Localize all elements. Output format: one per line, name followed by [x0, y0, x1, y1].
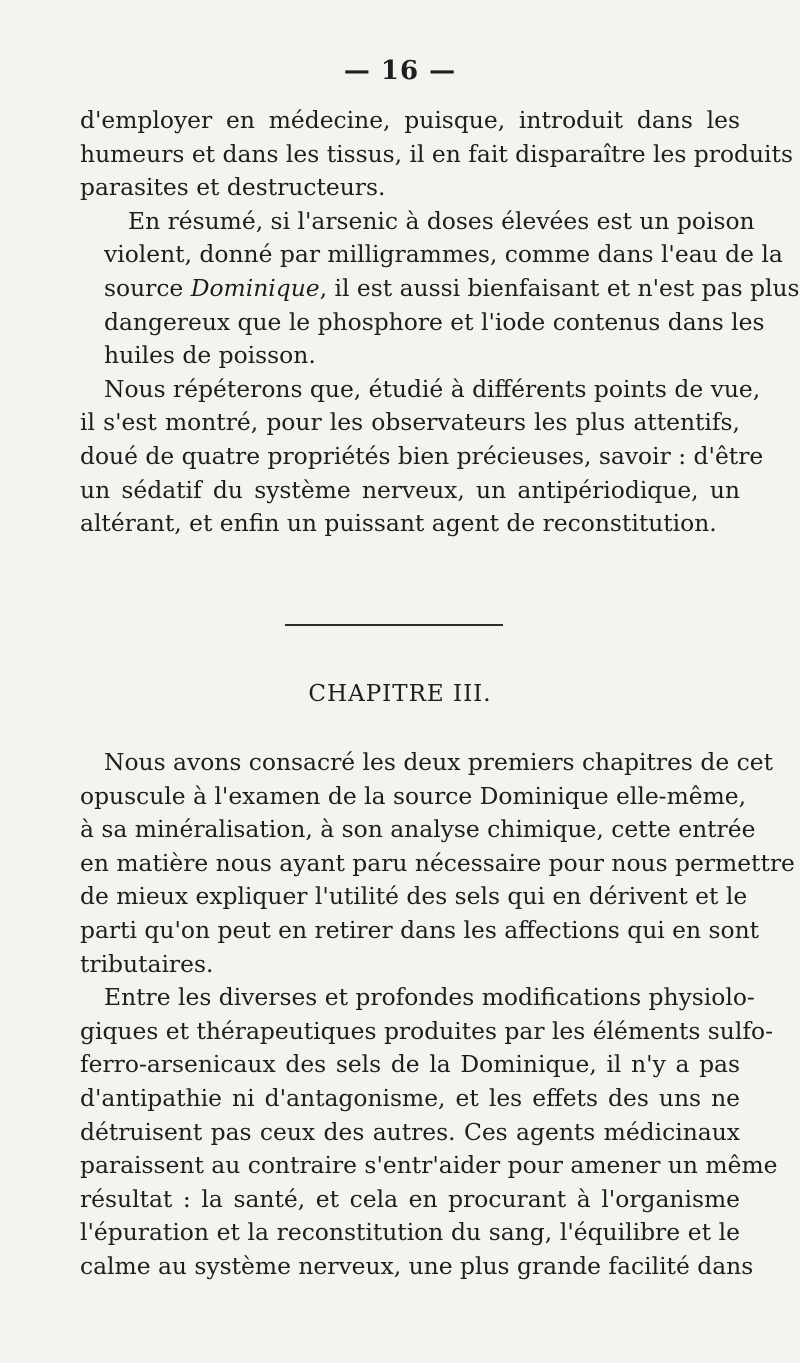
text-line: à sa minéralisation, à son analyse chimique, cette entrée: [80, 815, 756, 844]
text-line: Nous avons consacré les deux premiers chapitres de cet: [104, 748, 773, 776]
text-line: détruisent pas ceux des autres. Ces agents médicinaux: [80, 1117, 740, 1146]
paragraph: [80, 746, 795, 981]
text-fragment: , il est aussi bienfaisant et n'est pas plus: [319, 273, 800, 302]
text-line: Nous répéterons que, étudié à différents points de vue,: [104, 374, 761, 403]
text-line: en matière nous ayant paru nécessaire pour nous permettre: [80, 848, 795, 877]
text-fragment: source: [104, 273, 191, 302]
paragraph: [80, 104, 793, 205]
text-line: giques et thérapeutiques produites par les éléments sulfo-: [80, 1016, 773, 1045]
text-line: parasites et destructeurs.: [80, 173, 386, 202]
text-line: un sédatif du système nerveux, un antipériodique, un: [80, 475, 740, 504]
text-line: opuscule à l'examen de la source Dominique elle-même,: [80, 781, 747, 810]
text-line: huiles de poisson.: [104, 341, 316, 370]
paragraph: [80, 373, 764, 541]
text-line: doué de quatre propriétés bien précieuses, savoir : d'être: [80, 441, 764, 470]
text-line: d'employer en médecine, puisque, introduit dans les: [80, 106, 740, 134]
text-line: ferro-arsenicaux des sels de la Dominique, il n'y a pas: [80, 1050, 740, 1079]
text-line: calme au système nerveux, une plus grande facilité dans: [80, 1251, 754, 1280]
paragraph: [80, 981, 778, 1283]
text-line: altérant, et enfin un puissant agent de reconstitution.: [80, 509, 717, 538]
section-divider: [285, 624, 503, 626]
text-line: violent, donné par milligrammes, comme dans l'eau de la: [104, 240, 783, 269]
text-line: humeurs et dans les tissus, il en fait disparaître les produits: [80, 139, 793, 168]
text-line: Entre les diverses et profondes modifications physiolo-: [104, 983, 755, 1012]
text-line: En résumé, si l'arsenic à doses élevées est un poison: [128, 206, 755, 235]
text-line: l'épuration et la reconstitution du sang, l'équilibre et le: [80, 1218, 740, 1247]
text-line: de mieux expliquer l'utilité des sels qui en dérivent et le: [80, 882, 748, 911]
text-line: tributaires.: [80, 949, 214, 978]
text-line: paraissent au contraire s'entr'aider pour amener un même: [80, 1151, 778, 1180]
text-line: parti qu'on peut en retirer dans les affections qui en sont: [80, 915, 760, 944]
text-line: d'antipathie ni d'antagonisme, et les effets des uns ne: [80, 1083, 740, 1112]
chapter-title: CHAPITRE III.: [308, 681, 492, 707]
text-line: résultat : la santé, et cela en procurant à l'organisme: [80, 1184, 740, 1213]
italic-source-name: Dominique: [190, 273, 320, 302]
text-block-top: [80, 104, 800, 541]
text-line: il s'est montré, pour les observateurs les plus attentifs,: [80, 408, 740, 437]
page-number: — 16 —: [343, 56, 457, 86]
text-line: dangereux que le phosphore et l'iode contenus dans les: [104, 307, 765, 336]
text-block-bottom: [80, 746, 795, 1284]
paragraph: [80, 205, 800, 373]
text-line-composite: [80, 272, 800, 306]
